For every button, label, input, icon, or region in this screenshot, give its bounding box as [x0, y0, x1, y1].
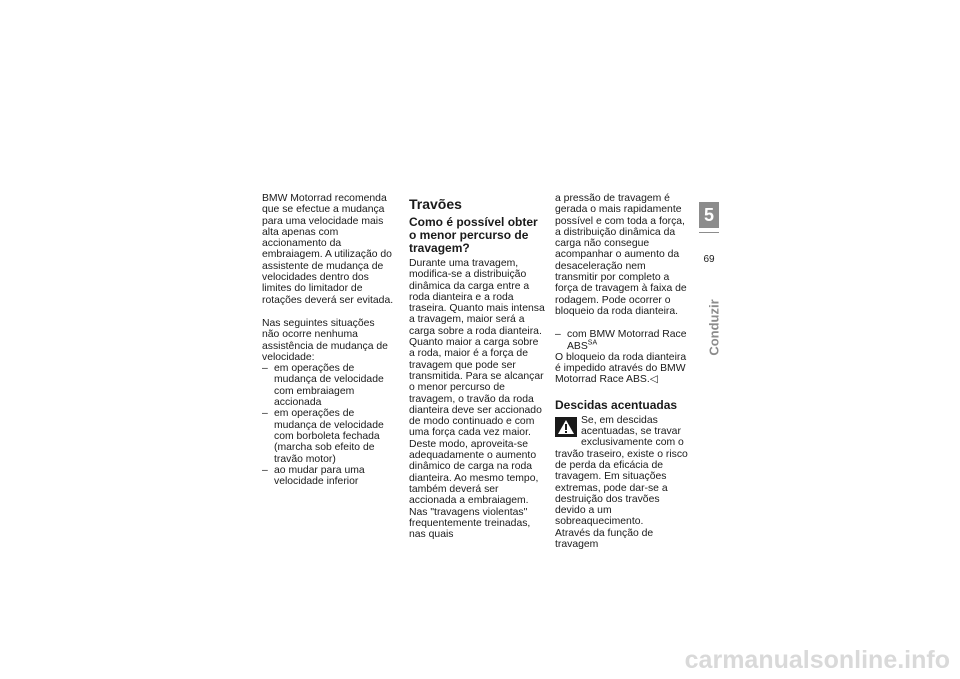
list-item-text: com BMW Motorrad Race ABS — [567, 329, 687, 352]
subsection-heading: Como é possível obter o menor percurso de travagem? — [409, 215, 538, 255]
chapter-number: 5 — [699, 202, 719, 228]
warning-icon — [555, 417, 577, 437]
list-item: – ao mudar para uma velocidade inferior — [262, 465, 394, 488]
paragraph: O bloqueio da roda dianteira é impedido através do BMW Motorrad Race ABS.◁ — [555, 351, 687, 386]
list-item: – em operações de mudança de velocidade com borboleta fechada (marcha sob efeito de travão motor) — [262, 408, 394, 464]
warning-block — [555, 415, 689, 528]
paragraph: Através da função de travagem — [555, 527, 654, 551]
page-number: 69 — [703, 254, 715, 265]
paragraph: Nas seguintes situações não ocorre nenhuma assistência de mudança de velocidade: — [262, 317, 388, 363]
list-item: – em operações de mudança de velocidade com embraiagem accionada — [262, 363, 394, 408]
middle-column — [409, 196, 545, 540]
paragraph: Durante uma travagem, modifica-se a distribuição dinâmica da carga entre a roda dianteira e a roda traseira. Quanto mais intensa a travagem, maior será a carga sobre a roda dianteira. Quanto maior a carga sobre a roda, maior é a força de travagem que pode ser transmitida. Para se alcançar o menor percurso de travagem, o travão da roda dianteira deve ser accionado de modo continuado e com uma força cada vez maior. Deste modo, aproveita-se adequadamente o aumento dinâmico de carga na roda dianteira. Ao mesmo tempo, também deverá ser accionada a embraiagem. Nas "travagens violentas" frequentemente treinadas, nas quais — [409, 258, 545, 541]
option-superscript: SA — [587, 339, 598, 347]
divider — [699, 232, 719, 233]
watermark: carmanualsonline.info — [684, 646, 950, 674]
list-item — [555, 329, 689, 352]
section-heading: Travões — [409, 196, 462, 212]
chapter-title: Conduzir — [706, 299, 722, 356]
paragraph: BMW Motorrad recomenda que se efectue a mudança para uma velocidade mais alta apenas com accionamento da embraiagem. A utilização do assistente de mudança de velocidades dentro dos limites do limitador de rotações deverá ser evitada. — [262, 193, 394, 306]
paragraph: a pressão de travagem é gerada o mais rapidamente possível e com toda a força, a distribuição dinâmica da carga não consegue acompanhar o aumento da desaceleração nem transmitir por completo a força de travagem à faixa de rodagem. Pode ocorrer o bloqueio da roda dianteira. — [555, 193, 687, 317]
warning-text: Se, em descidas acentuadas, se travar exclusivamente com o travão traseiro, existe o risco de perda da eficácia de travagem. Em situações extremas, pode dar-se a destruição dos travões devido a um sobreaquecimento. — [555, 414, 688, 528]
right-column — [555, 193, 689, 550]
left-column — [262, 193, 394, 487]
subsection-heading: Descidas acentuadas — [555, 397, 678, 412]
